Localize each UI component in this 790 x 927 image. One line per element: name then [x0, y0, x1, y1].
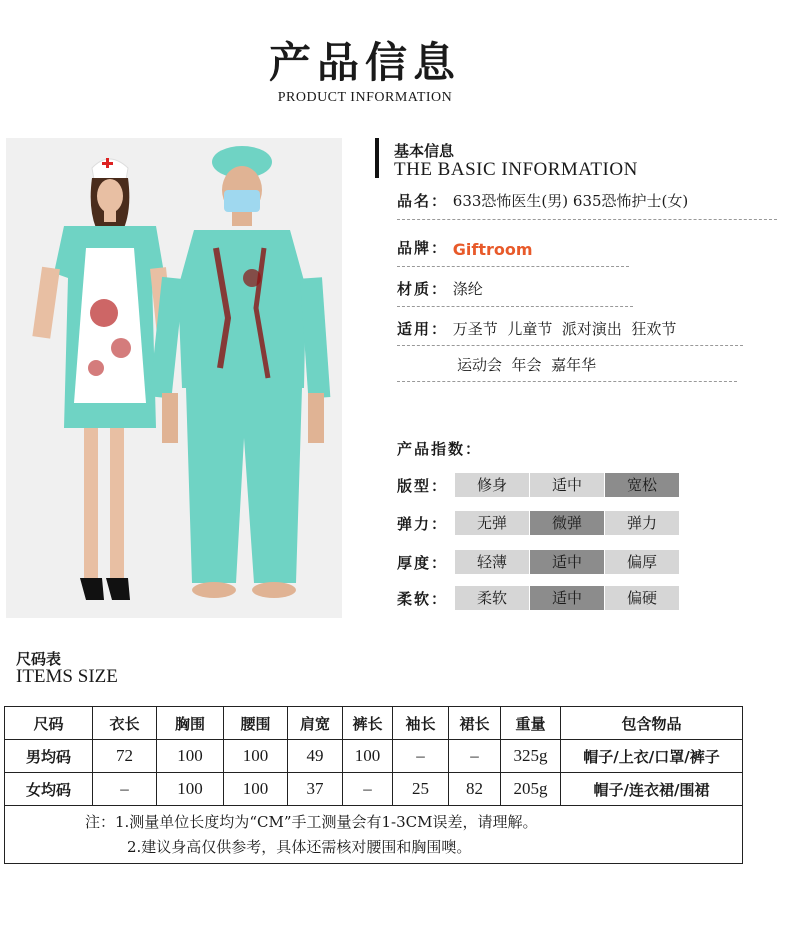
cell: 100 [224, 740, 288, 773]
cell: 帽子/上衣/口罩/裤子 [561, 740, 743, 773]
brand-row [397, 237, 533, 259]
usage-label: 适用： [397, 320, 449, 338]
product-index-title: 产品指数： [397, 440, 483, 458]
index-option: 适中 [530, 473, 604, 497]
index-label: 厚度： [397, 554, 449, 572]
product-name-value: 633恐怖医生(男) 635恐怖护士(女) [452, 192, 689, 210]
cell: 325g [501, 740, 561, 773]
usage-row-2 [457, 354, 596, 375]
header-cell: 衣长 [93, 707, 157, 740]
index-label: 版型： [397, 477, 449, 495]
header-cell: 胸围 [157, 707, 224, 740]
index-option: 修身 [455, 473, 529, 497]
cell: 49 [288, 740, 343, 773]
basic-info-title-en: THE BASIC INFORMATION [394, 159, 638, 180]
usage-line-2: 运动会 年会 嘉年华 [457, 356, 597, 374]
header-cell: 尺码 [5, 707, 93, 740]
table-row [5, 740, 743, 773]
cell: – [343, 773, 393, 806]
cell: 25 [393, 773, 449, 806]
header-cell: 包含物品 [561, 707, 743, 740]
usage-line-1: 万圣节 儿童节 派对演出 狂欢节 [452, 320, 677, 338]
cell: 男均码 [5, 740, 93, 773]
page-subtitle: PRODUCT INFORMATION [277, 90, 453, 105]
index-option: 柔软 [455, 586, 529, 610]
cell: 37 [288, 773, 343, 806]
size-note-line-2: 2.建议身高仅供参考，具体还需核对腰围和胸围噢。 [127, 837, 472, 856]
cell: – [449, 740, 501, 773]
material-row [397, 278, 483, 299]
cell: 100 [343, 740, 393, 773]
section-accent-bar [375, 138, 379, 178]
index-label: 弹力： [397, 515, 449, 533]
material-label: 材质： [397, 280, 449, 298]
product-name-label: 品名： [397, 192, 449, 210]
index-option: 偏厚 [605, 550, 679, 574]
index-option: 适中 [530, 550, 604, 574]
cell: – [393, 740, 449, 773]
header-cell: 腰围 [224, 707, 288, 740]
basic-info-title: 基本信息 [394, 142, 455, 160]
index-option: 弹力 [605, 511, 679, 535]
brand-logo: Giftroom [452, 239, 533, 259]
usage-row [397, 318, 676, 339]
size-chart-title: 尺码表 [16, 650, 62, 668]
size-note-line-1: 注：1.测量单位长度均为“CM”手工测量会有1-3CM误差，请理解。 [85, 812, 538, 831]
cell: – [93, 773, 157, 806]
cell: 205g [501, 773, 561, 806]
header-cell: 重量 [501, 707, 561, 740]
divider [397, 345, 743, 346]
cell: 帽子/连衣裙/围裙 [561, 773, 743, 806]
cell: 82 [449, 773, 501, 806]
cell: 女均码 [5, 773, 93, 806]
header-cell: 袖长 [393, 707, 449, 740]
cell: 100 [157, 773, 224, 806]
table-row [5, 773, 743, 806]
size-chart-title-en: ITEMS SIZE [16, 666, 118, 687]
cell: 72 [93, 740, 157, 773]
cell: 100 [157, 740, 224, 773]
table-header-row [5, 707, 743, 740]
page-title: 产品信息 [268, 38, 461, 87]
cell: 100 [224, 773, 288, 806]
index-option: 宽松 [605, 473, 679, 497]
index-option: 适中 [530, 586, 604, 610]
size-note [5, 806, 743, 864]
header-cell: 裙长 [449, 707, 501, 740]
product-photo [6, 138, 342, 618]
index-label: 柔软： [397, 590, 449, 608]
divider [397, 266, 629, 267]
index-option: 无弹 [455, 511, 529, 535]
divider [397, 219, 777, 220]
product-name-row [397, 190, 688, 211]
table-note-row [5, 806, 743, 864]
index-option: 轻薄 [455, 550, 529, 574]
header-cell: 肩宽 [288, 707, 343, 740]
divider [397, 306, 633, 307]
material-value: 涤纶 [452, 280, 483, 298]
size-table [4, 706, 743, 864]
divider [397, 381, 737, 382]
index-option: 微弹 [530, 511, 604, 535]
index-option: 偏硬 [605, 586, 679, 610]
header-cell: 裤长 [343, 707, 393, 740]
brand-label: 品牌： [397, 239, 449, 257]
